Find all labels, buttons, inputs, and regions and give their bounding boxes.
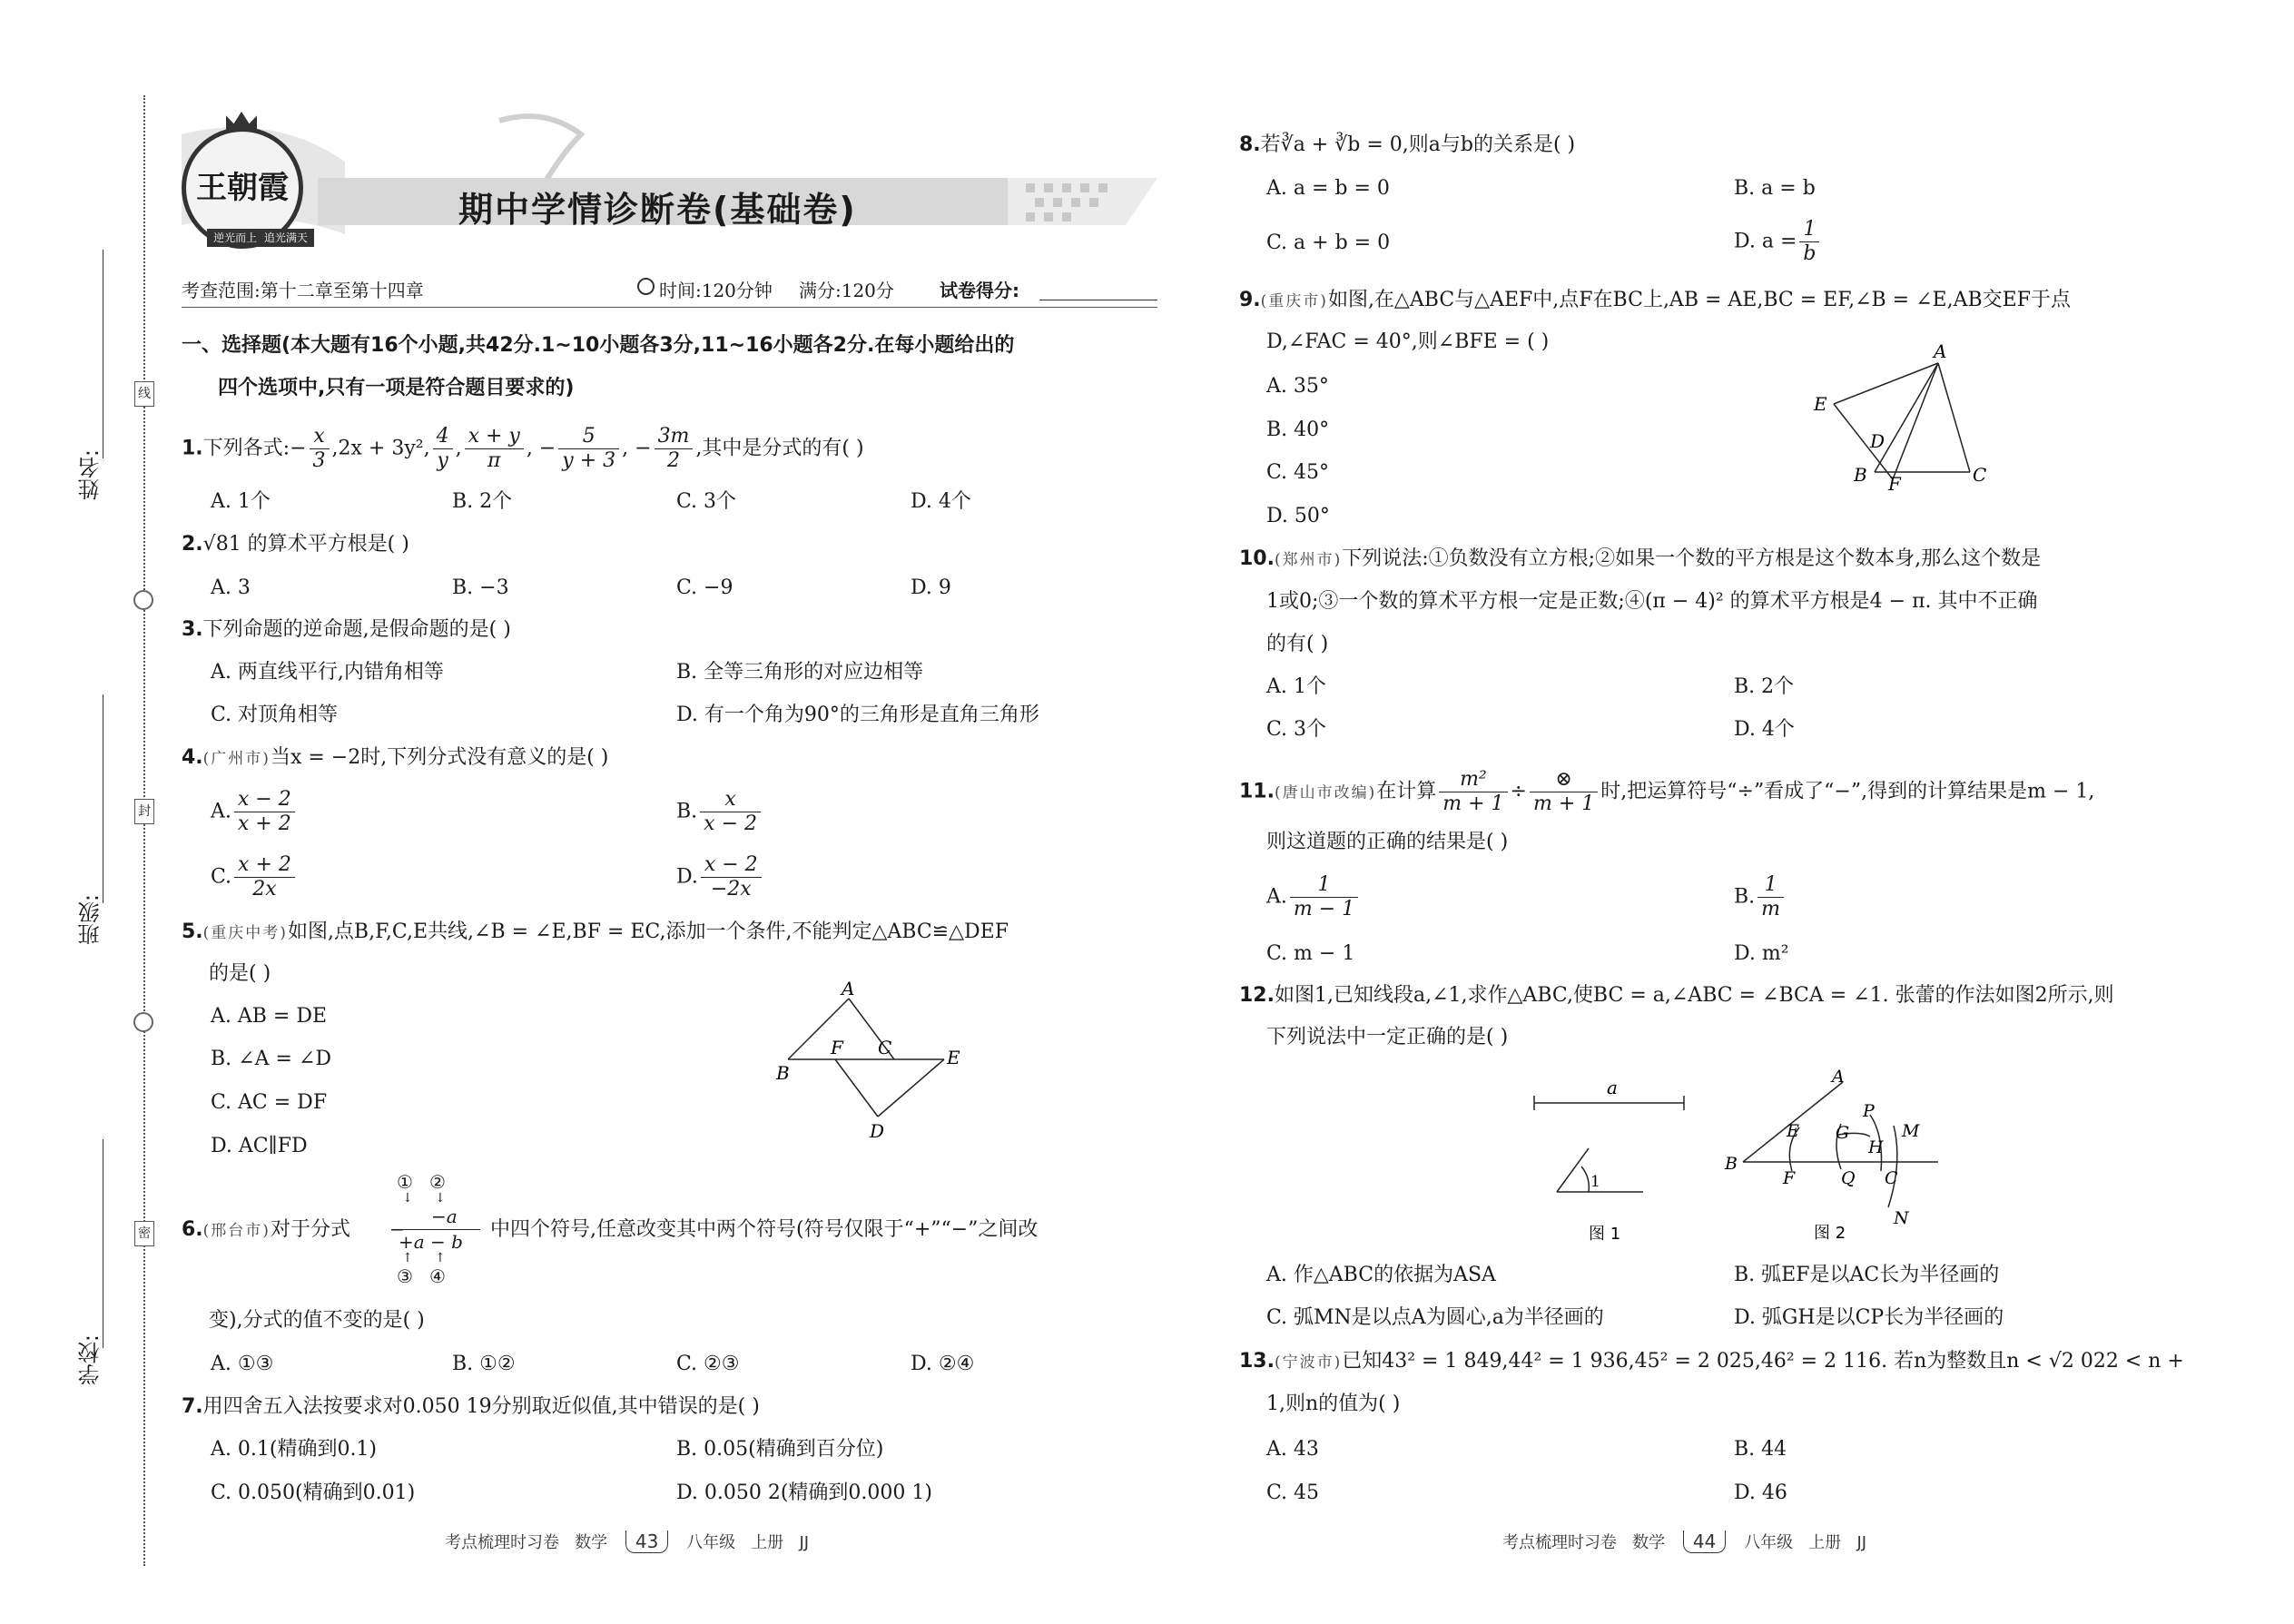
q12-label-N: N bbox=[1894, 1208, 1909, 1228]
page-title: 期中学情诊断卷(基础卷) bbox=[458, 190, 857, 230]
q9-label-b: B bbox=[1854, 464, 1867, 486]
q5-label-b: B bbox=[776, 1062, 790, 1084]
q5-option-a[interactable]: A. AB = DE bbox=[211, 1005, 328, 1028]
page-number: 43 bbox=[625, 1530, 668, 1553]
question-7: 7.用四舍五入法按要求对0.050 19分别取近似值,其中错误的是( ) bbox=[182, 1395, 760, 1418]
logo-slogan-right: 追光满天 bbox=[263, 231, 308, 244]
q5-label-d: D bbox=[870, 1120, 885, 1142]
question-6-cont: 中四个符号,任意改变其中两个符号(符号仅限于“+”“−”之间改 bbox=[490, 1218, 1039, 1241]
question-6: 6.(邢台市)对于分式 bbox=[182, 1218, 350, 1241]
question-2: 2.√81 的算术平方根是( ) bbox=[182, 533, 409, 556]
q12-label-E: E bbox=[1787, 1121, 1799, 1141]
school-label: 学校: bbox=[78, 1334, 103, 1386]
q6-option-b[interactable]: B. ①② bbox=[452, 1353, 516, 1375]
question-5-cont: 的是( ) bbox=[209, 962, 271, 985]
q3-option-c[interactable]: C. 对顶角相等 bbox=[211, 704, 339, 726]
q7-option-d[interactable]: D. 0.050 2(精确到0.000 1) bbox=[676, 1481, 932, 1504]
q7-option-b[interactable]: B. 0.05(精确到百分位) bbox=[676, 1438, 884, 1461]
q1-option-d[interactable]: D. 4个 bbox=[911, 490, 971, 513]
q5-label-a: A bbox=[842, 978, 855, 999]
q3-option-d[interactable]: D. 有一个角为90°的三角形是直角三角形 bbox=[676, 704, 1039, 726]
q12-label-Q: Q bbox=[1841, 1168, 1856, 1188]
q12-label-H: H bbox=[1868, 1137, 1884, 1157]
q9-option-b[interactable]: B. 40° bbox=[1266, 418, 1330, 441]
q12-option-a[interactable]: A. 作△ABC的依据为ASA bbox=[1266, 1264, 1496, 1286]
q9-option-a[interactable]: A. 35° bbox=[1266, 375, 1329, 398]
q4-option-a[interactable]: A. $\frac{x - 2}{x + 2}$ bbox=[211, 788, 298, 836]
q12-figure-1 bbox=[1534, 1076, 1716, 1248]
q11-option-a[interactable]: A. $\frac{1}{m - 1}$ bbox=[1266, 873, 1361, 921]
page-number: 44 bbox=[1683, 1530, 1726, 1553]
class-label: 班级: bbox=[78, 894, 103, 946]
q9-label-f: F bbox=[1888, 473, 1901, 495]
q12-label-1: 1 bbox=[1590, 1173, 1600, 1191]
info-time: 时间:120分钟 bbox=[659, 280, 773, 301]
q5-label-c: C bbox=[878, 1037, 892, 1058]
binding-ring-icon bbox=[133, 1012, 153, 1032]
binding-dotted-line bbox=[143, 95, 145, 1566]
question-13-cont: 1,则n的值为( ) bbox=[1266, 1393, 1401, 1415]
q13-option-d[interactable]: D. 46 bbox=[1734, 1481, 1787, 1504]
info-score: 试卷得分: bbox=[940, 280, 1019, 301]
q7-option-a[interactable]: A. 0.1(精确到0.1) bbox=[211, 1438, 378, 1461]
q9-label-a: A bbox=[1934, 340, 1947, 362]
q9-label-d: D bbox=[1870, 430, 1885, 452]
q9-option-c[interactable]: C. 45° bbox=[1266, 461, 1330, 484]
name-label: 姓名: bbox=[78, 449, 103, 501]
q5-label-e: E bbox=[947, 1047, 960, 1068]
q12-label-A: A bbox=[1832, 1067, 1845, 1087]
header-rule bbox=[182, 307, 1157, 308]
q11-option-d[interactable]: D. m² bbox=[1734, 942, 1789, 965]
q12-caption-1: 图 1 bbox=[1589, 1225, 1621, 1244]
q6-option-c[interactable]: C. ②③ bbox=[676, 1353, 740, 1375]
q9-figure bbox=[1797, 340, 1988, 495]
q9-label-e: E bbox=[1814, 393, 1827, 415]
q11-option-c[interactable]: C. m − 1 bbox=[1266, 942, 1355, 965]
seal-feng: 封 bbox=[134, 799, 154, 824]
q13-option-a[interactable]: A. 43 bbox=[1266, 1438, 1319, 1461]
q6-fraction: ① ② ↓ ↓ − −a +a − b ↑ ↑ ③ ④ bbox=[393, 1171, 493, 1289]
q8-option-a[interactable]: A. a = b = 0 bbox=[1266, 177, 1390, 200]
question-9-cont: D,∠FAC = 40°,则∠BFE = ( ) bbox=[1266, 330, 1550, 353]
q12-option-b[interactable]: B. 弧EF是以AC长为半径画的 bbox=[1734, 1264, 2000, 1286]
q10-option-a[interactable]: A. 1个 bbox=[1266, 675, 1326, 698]
q2-option-d[interactable]: D. 9 bbox=[911, 576, 951, 599]
q12-option-d[interactable]: D. 弧GH是以CP长为半径画的 bbox=[1734, 1306, 2004, 1329]
question-11-cont: 则这道题的正确的结果是( ) bbox=[1266, 831, 1509, 853]
question-5: 5.(重庆中考)如图,点B,F,C,E共线,∠B = ∠E,BF = EC,添加一个条件,不能判定△ABC≌△DEF bbox=[182, 920, 1009, 943]
question-10: 10.(郑州市)下列说法:①负数没有立方根;②如果一个数的平方根是这个数本身,那么这个数是 bbox=[1239, 547, 2042, 570]
logo-ribbon bbox=[207, 229, 314, 247]
question-10-cont: 1或0;③一个数的算术平方根一定是正数;④(π − 4)² 的算术平方根是4 − π. 其中不正确 bbox=[1266, 590, 2038, 613]
q12-label-B: B bbox=[1725, 1154, 1738, 1174]
binding-ring-icon bbox=[133, 590, 153, 610]
question-13: 13.(宁波市)已知43² = 1 849,44² = 1 936,45² = 2 025,46² = 2 116. 若n为整数且n < √2 022 < n + bbox=[1239, 1350, 2184, 1373]
q12-label-F: F bbox=[1783, 1168, 1796, 1188]
q10-option-c[interactable]: C. 3个 bbox=[1266, 718, 1327, 741]
footer-left: 考点梳理时习卷 数学 43 八年级 上册 JJ bbox=[445, 1530, 810, 1552]
question-11: 11.(唐山市改编)在计算 $\frac{\text{m²}}{m + 1}$ ÷ $\frac{\otimes}{m + 1}$ 时,把运算符号“÷”看成了“−”,得到的计算结果是m − 1, bbox=[1239, 768, 2095, 815]
q5-option-d[interactable]: D. AC∥FD bbox=[211, 1135, 308, 1157]
question-12: 12.如图1,已知线段a,∠1,求作△ABC,使BC = a,∠ABC = ∠BCA = ∠1. 张蕾的作法如图2所示,则 bbox=[1239, 984, 2114, 1007]
q4-option-d[interactable]: D. $\frac{x - 2}{-2x}$ bbox=[676, 853, 764, 901]
info-scope: 考查范围:第十二章至第十四章 bbox=[182, 280, 424, 301]
q10-option-b[interactable]: B. 2个 bbox=[1734, 675, 1795, 698]
q5-figure bbox=[776, 978, 960, 1148]
question-3: 3.下列命题的逆命题,是假命题的是( ) bbox=[182, 618, 511, 641]
logo-slogan-left: 逆光而上 bbox=[213, 231, 258, 244]
q6-option-d[interactable]: D. ②④ bbox=[911, 1353, 975, 1375]
logo-text: 王朝霞 bbox=[196, 170, 289, 206]
seal-xian: 线 bbox=[134, 381, 154, 407]
question-6-line2: 变),分式的值不变的是( ) bbox=[209, 1309, 425, 1332]
q12-figure-2 bbox=[1725, 1067, 1961, 1253]
section-heading-2: 四个选项中,只有一项是符合题目要求的) bbox=[218, 377, 575, 399]
q12-label-M: M bbox=[1902, 1121, 1920, 1141]
seal-mi: 密 bbox=[134, 1221, 154, 1246]
q12-label-G: G bbox=[1836, 1123, 1850, 1143]
question-10-cont2: 的有( ) bbox=[1266, 633, 1329, 655]
q13-option-b[interactable]: B. 44 bbox=[1734, 1438, 1787, 1461]
question-8: 8.若∛a + ∛b = 0,则a与b的关系是( ) bbox=[1239, 133, 1576, 156]
q5-label-f: F bbox=[831, 1037, 843, 1058]
q12-label-a: a bbox=[1607, 1077, 1618, 1098]
question-1: 1.下列各式:− $\frac{x}{3}$ ,2x + 3y², $\frac{4}{y}$ , $\frac{x + y}{\pi}$ , − $\frac{5}{y + 3}$ , − $\frac{3m}{2}$ ,其中是分式的有( ) bbox=[182, 425, 864, 472]
q9-option-d[interactable]: D. 50° bbox=[1266, 505, 1330, 527]
q1-option-c[interactable]: C. 3个 bbox=[676, 490, 737, 513]
q10-option-d[interactable]: D. 4个 bbox=[1734, 718, 1795, 741]
footer-right: 考点梳理时习卷 数学 44 八年级 上册 JJ bbox=[1502, 1530, 1867, 1552]
q1-option-b[interactable]: B. 2个 bbox=[452, 490, 513, 513]
q11-option-b[interactable]: B. $\frac{1}{m}$ bbox=[1734, 873, 1787, 921]
q2-option-b[interactable]: B. −3 bbox=[452, 576, 509, 599]
q8-option-b[interactable]: B. a = b bbox=[1734, 177, 1816, 200]
q6-option-a[interactable]: A. ①③ bbox=[211, 1353, 274, 1375]
q12-label-C: C bbox=[1885, 1168, 1898, 1188]
q4-option-b[interactable]: B. $\frac{x}{x - 2}$ bbox=[676, 788, 763, 836]
info-full: 满分:120分 bbox=[799, 280, 894, 301]
q12-option-c[interactable]: C. 弧MN是以点A为圆心,a为半径画的 bbox=[1266, 1306, 1604, 1329]
q3-option-a[interactable]: A. 两直线平行,内错角相等 bbox=[211, 661, 444, 684]
q2-option-c[interactable]: C. −9 bbox=[676, 576, 733, 599]
q9-label-c: C bbox=[1973, 464, 1987, 486]
q2-option-a[interactable]: A. 3 bbox=[211, 576, 251, 599]
q7-option-c[interactable]: C. 0.050(精确到0.01) bbox=[211, 1481, 416, 1504]
q3-option-b[interactable]: B. 全等三角形的对应边相等 bbox=[676, 661, 924, 684]
question-4: 4.(广州市)当x = −2时,下列分式没有意义的是( ) bbox=[182, 746, 609, 769]
section-heading: 一、选择题(本大题有16个小题,共42分.1~10小题各3分,11~16小题各2分.在每小题给出的 bbox=[182, 334, 1015, 357]
q8-option-c[interactable]: C. a + b = 0 bbox=[1266, 231, 1391, 254]
q5-option-b[interactable]: B. ∠A = ∠D bbox=[211, 1048, 331, 1070]
q8-option-d[interactable]: D. a = $\frac{1}{b}$ bbox=[1734, 218, 1822, 266]
q12-label-P: P bbox=[1863, 1101, 1875, 1121]
q13-option-c[interactable]: C. 45 bbox=[1266, 1481, 1320, 1504]
q12-caption-2: 图 2 bbox=[1814, 1224, 1846, 1243]
q5-option-c[interactable]: C. AC = DF bbox=[211, 1091, 328, 1114]
clock-icon bbox=[637, 278, 655, 295]
q4-option-c[interactable]: C. $\frac{x + 2}{2x}$ bbox=[211, 853, 298, 901]
q1-option-a[interactable]: A. 1个 bbox=[211, 490, 271, 513]
question-12-cont: 下列说法中一定正确的是( ) bbox=[1266, 1026, 1509, 1048]
question-9: 9.(重庆市)如图,在△ABC与△AEF中,点F在BC上,AB = AE,BC = EF,∠B = ∠E,AB交EF于点 bbox=[1239, 289, 2071, 311]
